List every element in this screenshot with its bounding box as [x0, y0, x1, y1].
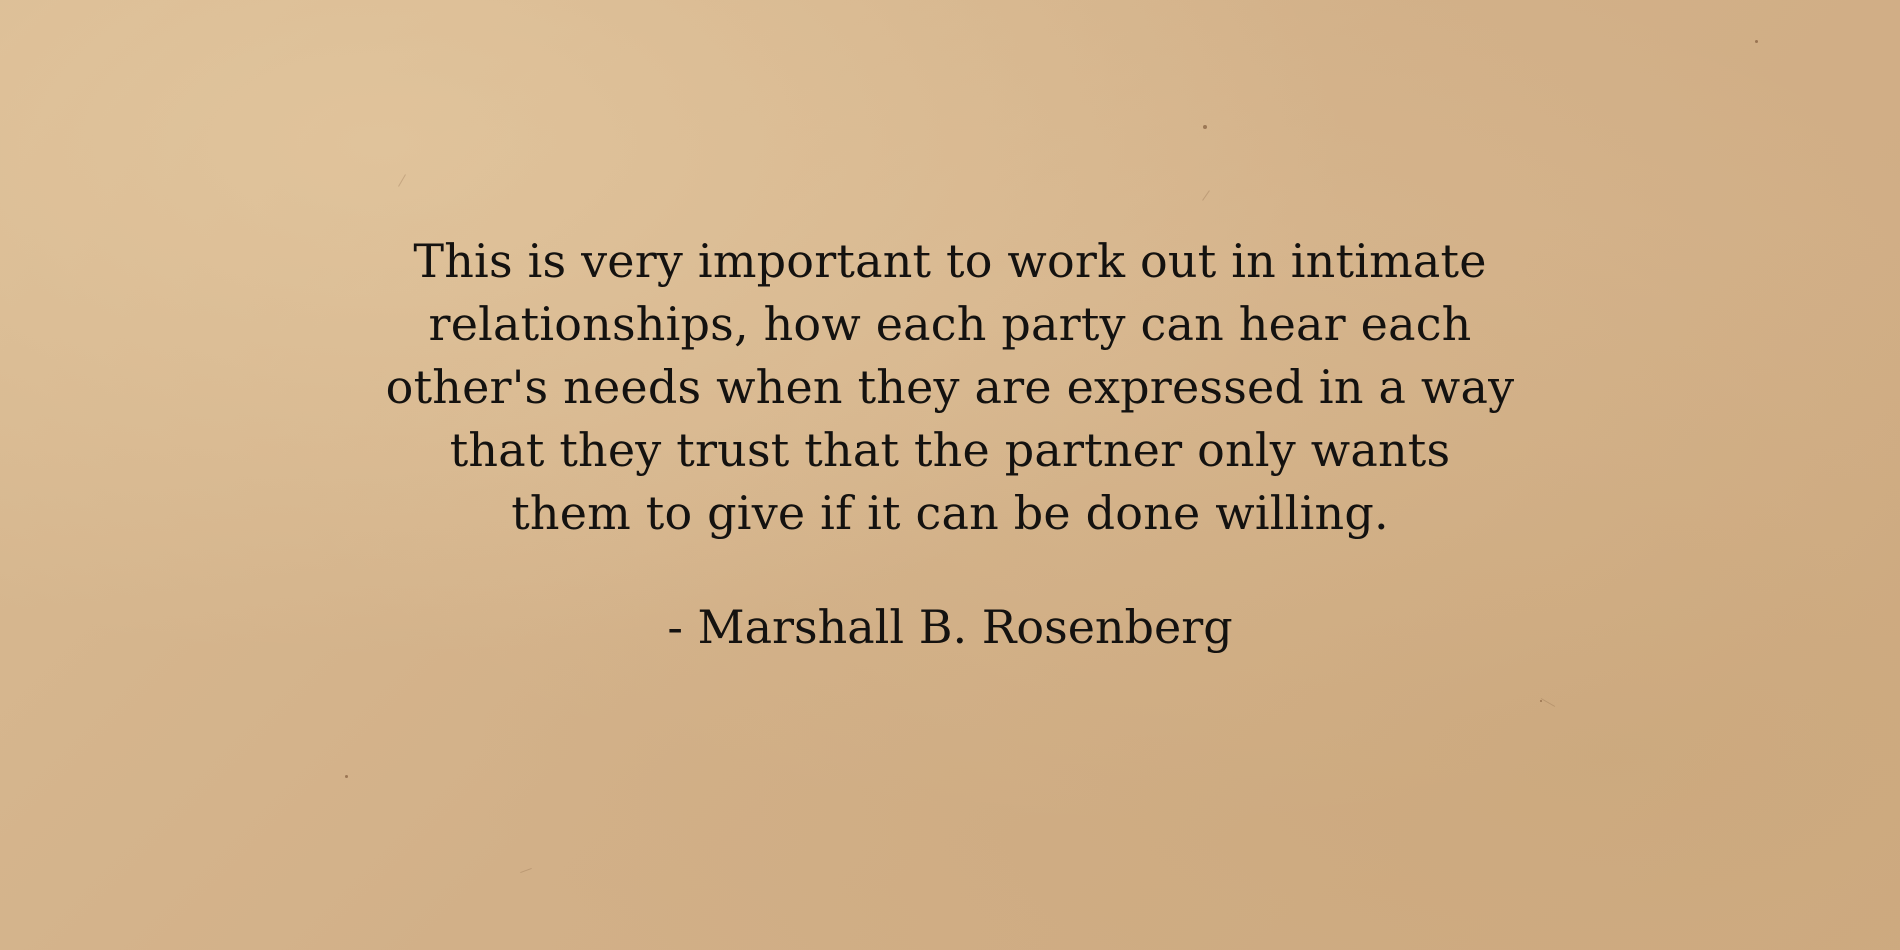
quote-line-3: other's needs when they are expressed in a way — [385, 360, 1515, 414]
quote-text — [200, 230, 1700, 545]
quote-card — [200, 230, 1700, 657]
paper-fiber — [1202, 190, 1210, 200]
quote-line-5: them to give if it can be done willing. — [511, 486, 1389, 540]
paper-fiber — [520, 868, 532, 873]
quote-line-1: This is very important to work out in intimate — [413, 234, 1487, 288]
paper-fiber — [398, 174, 406, 187]
quote-line-4: that they trust that the partner only wants — [449, 423, 1451, 477]
paper-fiber — [1541, 698, 1555, 707]
paper-speck — [1755, 40, 1758, 43]
paper-speck — [1540, 700, 1542, 702]
paper-speck — [1203, 125, 1207, 129]
quote-attribution: - Marshall B. Rosenberg — [667, 600, 1233, 654]
quote-line-2: relationships, how each party can hear each — [428, 297, 1472, 351]
paper-speck — [345, 775, 348, 778]
